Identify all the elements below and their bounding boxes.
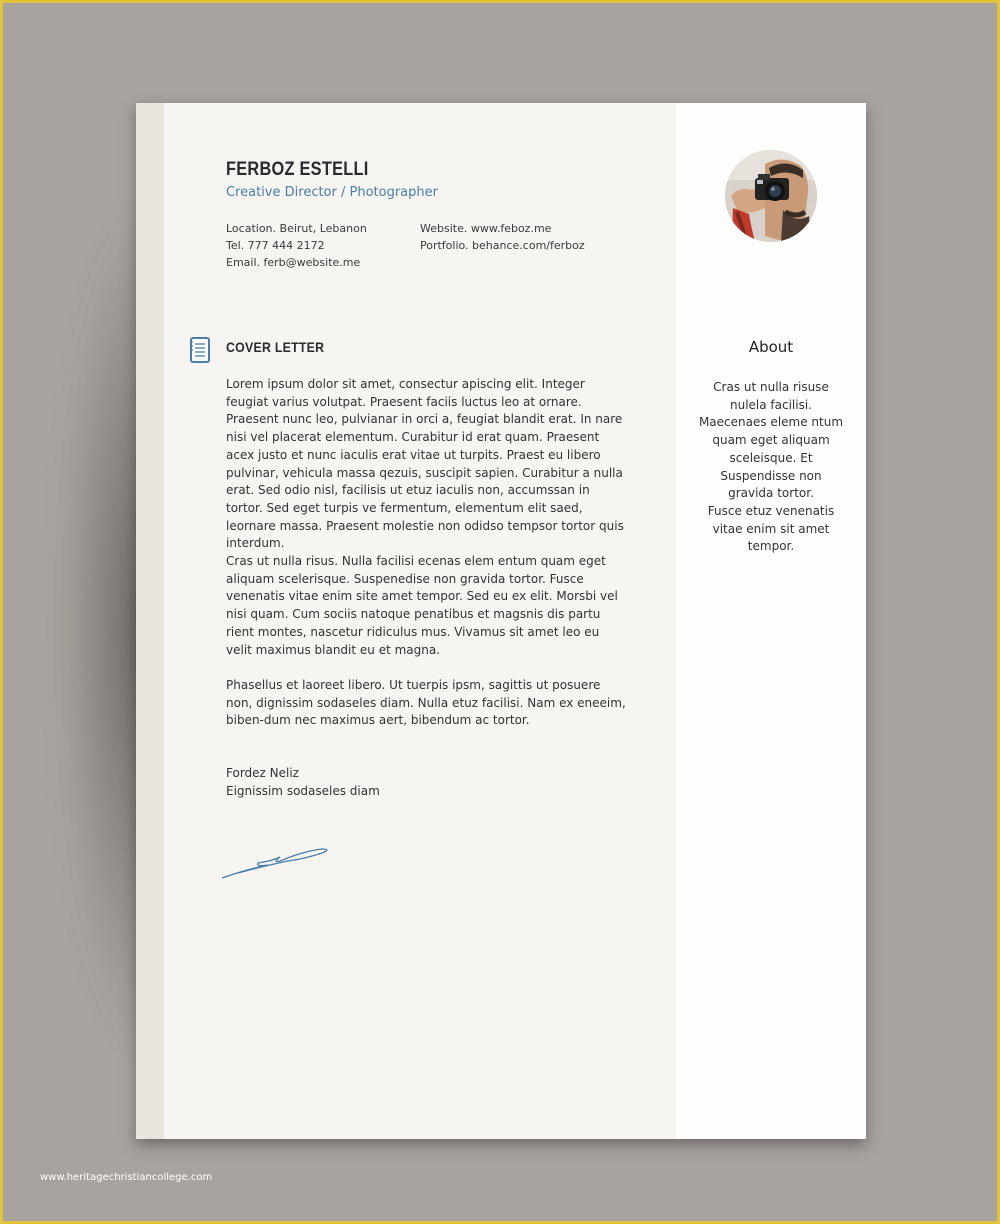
- contact-location: Location. Beirut, Lebanon: [226, 222, 367, 235]
- contact-portfolio: Portfolio. behance.com/ferboz: [420, 239, 585, 252]
- photographer-portrait: [725, 150, 817, 242]
- contact-website: Website. www.feboz.me: [420, 222, 552, 235]
- person-role: Creative Director / Photographer: [226, 185, 438, 200]
- letter-paragraph-1: Lorem ipsum dolor sit amet, consectur apiscing elit. Integer feugiat varius volutpat. Praesent faciis luctus leo at ornare. Praesent nunc leo, pulvianar in orci a, feugiat blandit erat. In nare nisi vel placerat elementum. Curabitur id erat quam. Praesent acex justo et nunc iaculis erat vitae ut turpits. Praest eu libero pulvinar, vehicula massa qezuis, suscipit sapien. Curabitur a nulla erat. Sed odio nisl, facilisis ut etuz iaculis non, accumssan in tortor. Sed eget turpis ve fermentum, elementum elit saed, leornare massa. Praesent molestie non odidso tempsor tortor quis interdum.: [226, 377, 624, 551]
- resume-page: [136, 103, 866, 1139]
- person-name: FERBOZ ESTELLI: [226, 159, 369, 180]
- watermark-text: www.heritagechristiancollege.com: [40, 1172, 213, 1183]
- contact-email: Email. ferb@website.me: [226, 256, 361, 269]
- about-paragraph-1: Cras ut nulla risuse nulela facilisi. Maecenaes eleme ntum quam eget aliquam sceleisque. Et Suspendisse non gravida tortor.: [698, 380, 844, 501]
- about-paragraph-2: Fusce etuz venenatis vitae enim sit amet tempor.: [707, 504, 835, 554]
- signer-title: Eignissim sodaseles diam: [226, 784, 380, 798]
- letter-paragraph-2: Cras ut nulla risus. Nulla facilisi ecenas elem entum quam eget aliquam scelerisque. Suspenedise non gravida tortor. Fusce venenatis vitae enim site amet tempor. Sed eu ex elit. Morsbi vel nisi quam. Cum sociis natoque penatibus et magsnis dis partu rient montes, nascetur ridiculus mus. Vivamus sit amet leo eu velit maximus blandit eu et magna.: [226, 554, 618, 657]
- notebook-icon: [189, 337, 211, 363]
- avatar-photo: [725, 150, 817, 242]
- section-title: COVER LETTER: [226, 339, 325, 355]
- about-title: About: [748, 338, 794, 356]
- letter-paragraph-3: Phasellus et laoreet libero. Ut tuerpis ipsm, sagittis ut posuere non, dignissim sodaseles diam. Nulla etuz facilisi. Nam ex eneeim, biben-dum nec maximus aert, bibendum ac tortor.: [226, 678, 626, 728]
- contact-column-right: [420, 220, 585, 254]
- signature-image: [218, 843, 338, 888]
- contact-column-left: [226, 220, 367, 271]
- signer-name: Fordez Neliz: [226, 766, 299, 780]
- page-spine: [136, 103, 164, 1139]
- contact-tel: Tel. 777 444 2172: [226, 239, 325, 252]
- sidebar-panel: [676, 103, 866, 1139]
